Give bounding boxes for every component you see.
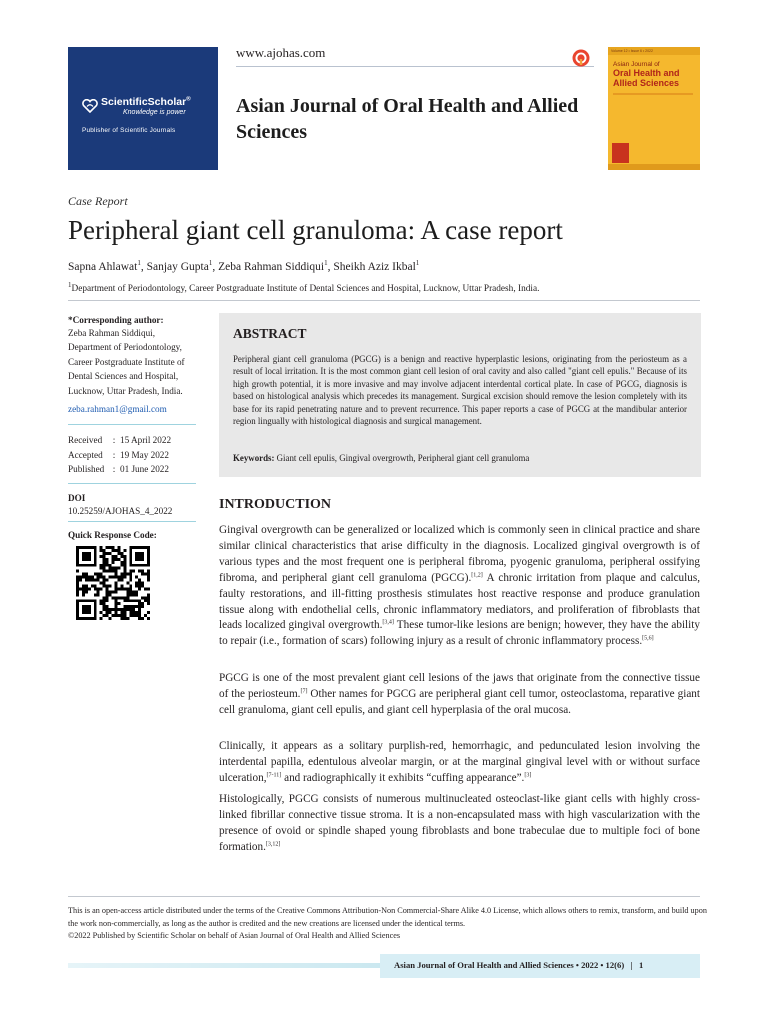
date-row xyxy=(68,462,196,477)
citation-link[interactable]: [5,6] xyxy=(642,635,654,642)
abstract-text: Peripheral giant cell granuloma (PGCG) is a benign and reactive hyperplastic lesions, originating from the periosteum as a result of local irritation. It is the most common giant cell lesion of oral cavity and also called "giant cell epulis." Because of its high growth potential, it is more invasive and may involve adjacent interdental cortical plate. In case of PGCG, diagnosis is based on histological analysis which precedes its management. Surgical excision should remove the lesion completely with its base for its rapid penetrating nature and to prevent recurrence. This paper reports a case of PGCG at the mandibular anterior region lingually with histological diagnosis and surgical management. xyxy=(233,354,687,427)
article-type: Case Report xyxy=(68,194,128,208)
citation-link[interactable]: [3] xyxy=(524,772,532,779)
paragraph-text: Other names for PGCG are peripheral giant cell tumor, osteoclastoma, reparative giant cell granuloma, giant cell epulis, and giant cell hyperplasia of the oral mucosa. xyxy=(219,687,700,716)
author-separator: , xyxy=(212,260,219,273)
citation-link[interactable]: [7-11] xyxy=(266,772,282,779)
citation-link[interactable]: [1,2] xyxy=(471,571,483,578)
author-separator: , xyxy=(140,260,147,273)
date-colon: : xyxy=(112,449,116,460)
brand-registered-mark: ® xyxy=(186,96,191,103)
date-label: Published xyxy=(68,464,105,474)
doi-value[interactable]: 10.25259/AJOHAS_4_2022 xyxy=(68,506,173,516)
author-separator: , xyxy=(327,260,334,273)
sidebar-divider xyxy=(68,521,196,522)
introduction-paragraph-1 xyxy=(219,523,700,650)
copyright-text: ©2022 Published by Scientific Scholar on behalf of Asian Journal of Oral Health and Allied Sciences xyxy=(68,931,401,940)
author-name: Sanjay Gupta xyxy=(146,260,209,273)
footer-divider xyxy=(68,896,700,897)
qr-code-heading: Quick Response Code: xyxy=(68,530,157,540)
paragraph-text: These tumor-like lesions are benign; however, they have the ability to repair (i.e., formation of scars) following injury as a result of chronic inflammatory process. xyxy=(219,619,700,648)
paragraph-text: Clinically, it appears as a solitary purplish-red, hemorrhagic, and pedunculated lesion involving the interdental papilla, edentulous alveolar margin, or at the marginal gingival level with or without surface ulceration, xyxy=(219,740,700,784)
license-text: This is an open-access article distributed under the terms of the Creative Commons Attribution-Non Commercial-Share Alike 4.0 License, which allows others to remix, transform, and build upon the work non-commercially, as long as the author is credited and the new creations are licensed under the identical terms. xyxy=(68,906,707,928)
header-divider xyxy=(236,66,594,67)
cover-title-line1: Asian Journal of xyxy=(613,61,660,68)
journal-website-link[interactable]: www.ajohas.com xyxy=(236,45,326,60)
paragraph-text: and radiographically it exhibits “cuffing appearance”. xyxy=(281,771,525,784)
journal-cover-image[interactable] xyxy=(608,47,700,170)
keywords-label: Keywords: xyxy=(233,453,275,463)
brand-tagline: Knowledge is power xyxy=(123,109,186,116)
paragraph-text: Gingival overgrowth can be generalized or localized which is commonly seen in clinical practice and share similar clinical characteristics that arise difficulty in the diagnosis. Localized gingival overgrowth is of various types and the most frequent one is peripheral fibroma, pyogenic granuloma, peripheral ossifying fibroma, and peripheral giant cell granuloma (PGCG). xyxy=(219,524,700,584)
author-list xyxy=(68,259,419,273)
abstract-box xyxy=(219,313,701,477)
date-label: Received xyxy=(68,435,103,445)
date-row xyxy=(68,448,196,463)
author-affiliation: 1 xyxy=(324,259,328,267)
doi-heading: DOI xyxy=(68,493,86,503)
sidebar-divider xyxy=(68,483,196,484)
title-divider xyxy=(68,300,700,301)
cover-title-line2: Oral Health and Allied Sciences xyxy=(613,68,680,88)
citation-link[interactable]: [7] xyxy=(300,688,308,695)
page-number: 1 xyxy=(639,960,644,970)
citation-link[interactable]: [3,12] xyxy=(265,840,281,847)
keywords xyxy=(233,452,687,464)
author-name: Sheikh Aziz Ikbal xyxy=(333,260,416,273)
date-value: 01 June 2022 xyxy=(120,464,169,474)
affiliation-number: 1 xyxy=(68,281,72,289)
introduction-paragraph-3 xyxy=(219,739,700,787)
affiliation-text: Department of Periodontology, Career Postgraduate Institute of Dental Sciences and Hospital, Lucknow, Uttar Pradesh, India. xyxy=(71,284,540,295)
introduction-paragraph-4 xyxy=(219,792,700,856)
affiliation xyxy=(68,281,539,294)
cover-footer-band xyxy=(608,164,700,170)
date-colon: : xyxy=(112,464,116,474)
abstract-heading: ABSTRACT xyxy=(233,326,307,341)
paragraph-text: Histologically, PGCG consists of numerous multinucleated osteoclast-like giant cells with highly cross-linked fibrillar connective tissue stroma. It is a non-encapsulated mass with high vascularization with the presence of ovoid or spindle shaped young fibroblasts and bone trabeculae due to multiple foci of bone formation. xyxy=(219,793,700,853)
running-head: Asian Journal of Oral Health and Allied Sciences • 2022 • 12(6) xyxy=(394,960,625,970)
author xyxy=(68,261,147,273)
author-affiliation: 1 xyxy=(137,259,141,267)
scientificscholar-logo-icon xyxy=(82,99,98,113)
introduction-paragraph-2 xyxy=(219,671,700,719)
article-dates xyxy=(68,433,196,477)
citation-link[interactable]: [3,4] xyxy=(382,619,394,626)
sidebar-divider xyxy=(68,424,196,425)
author-name: Sapna Ahlawat xyxy=(68,260,138,273)
page-separator: | xyxy=(630,960,633,970)
qr-code-icon[interactable] xyxy=(76,546,150,620)
corresponding-author-name: Zeba Rahman Siddiqui, xyxy=(68,328,156,338)
introduction-heading: INTRODUCTION xyxy=(219,497,332,512)
corresponding-author-heading: *Corresponding author: xyxy=(68,315,164,325)
running-footer xyxy=(68,954,700,978)
author-affiliation: 1 xyxy=(208,259,213,267)
brand-name: ScientificScholar xyxy=(101,96,187,108)
publisher-logo-block xyxy=(68,47,218,170)
footer-citation-box xyxy=(380,954,700,978)
keywords-text: Giant cell epulis, Gingival overgrowth, Peripheral giant cell granuloma xyxy=(274,453,530,463)
cover-issue-line: Volume 12 • Issue 6 • 2022 xyxy=(608,47,700,55)
date-colon: : xyxy=(112,435,116,445)
corresponding-author-address: Department of Periodontology, Career Postgraduate Institute of Dental Sciences and Hospital, Lucknow, Uttar Pradesh, India. xyxy=(68,342,185,396)
cover-rule xyxy=(613,93,693,95)
author xyxy=(147,261,219,273)
author xyxy=(333,261,419,273)
article-title: Peripheral giant cell granuloma: A case report xyxy=(68,215,563,245)
author-name: Zeba Rahman Siddiqui xyxy=(218,260,325,273)
journal-title: Asian Journal of Oral Health and Allied Sciences xyxy=(236,95,579,143)
paragraph-text: PGCG is one of the most prevalent giant cell lesions of the jaws that originate from the connective tissue of the periosteum. xyxy=(219,672,700,700)
date-value: 19 May 2022 xyxy=(120,449,169,460)
paragraph-text: A chronic irritation from plaque and calculus, faulty restorations, and ill-fitting prosthesis stimulates host reactive response and produce granulation tissue along with endothelial cells, chronic inflammatory mediators, and proliferation of fibroblasts that leads localized gingival overgrowth. xyxy=(219,571,700,632)
date-value: 15 April 2022 xyxy=(120,435,172,445)
cover-society-emblem-icon xyxy=(612,143,629,163)
author xyxy=(218,261,333,273)
open-access-badge-icon xyxy=(572,49,590,67)
date-label: Accepted xyxy=(68,449,103,460)
license-notice xyxy=(68,905,708,943)
corresponding-author-email[interactable]: zeba.rahman1@gmail.com xyxy=(68,404,167,414)
footer-accent-strip xyxy=(68,963,380,968)
author-affiliation: 1 xyxy=(415,259,420,267)
brand-subtitle: Publisher of Scientific Journals xyxy=(82,127,176,134)
date-row xyxy=(68,433,196,448)
